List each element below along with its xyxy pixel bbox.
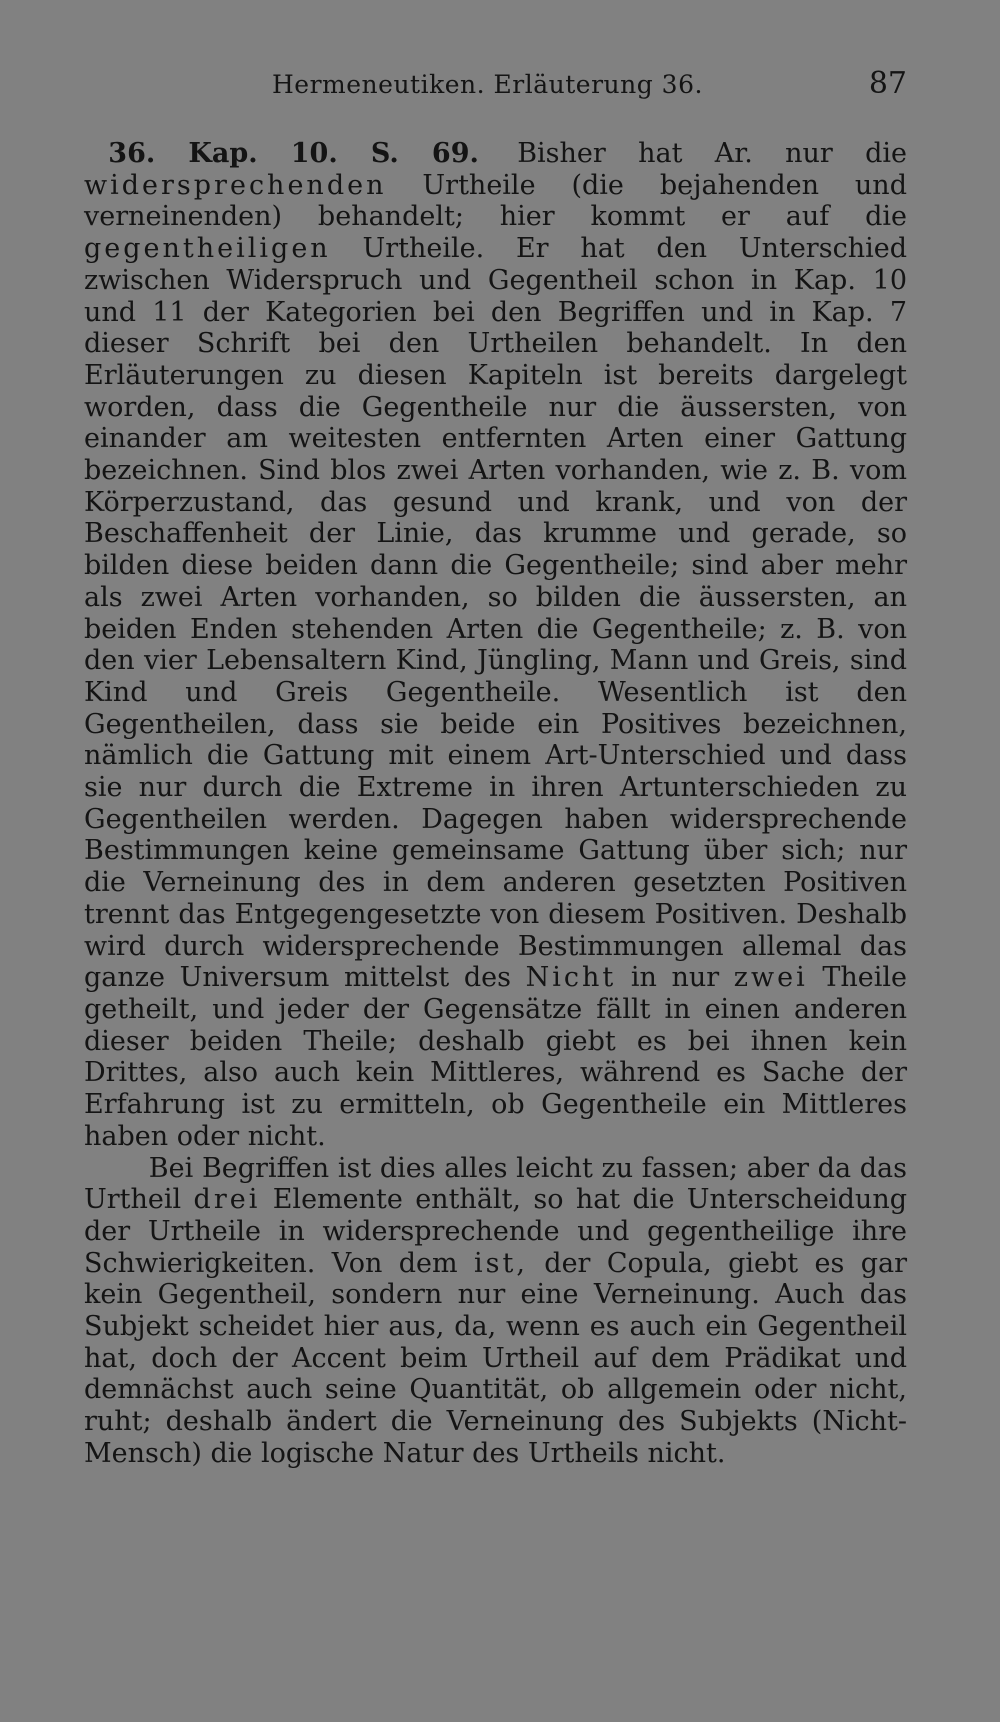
paragraph-1-text-4: in nur [630, 962, 720, 994]
section-reference: 36. Kap. 10. S. 69. [108, 138, 479, 169]
paragraph-1-text-1: Bisher hat Ar. nur die [517, 138, 907, 169]
paragraph-2-text-2: Elemente enthält, so hat die Unterscheidung der Urtheile in widersprechende und gegentheilige ihre Schwierigkeiten. Von dem [84, 1184, 907, 1279]
paragraph-1-text-5: Theile getheilt, und jeder der Gegensätze fällt in einen anderen dieser beiden Theile; deshalb giebt es bei ihnen kein Drittes, also auch kein Mittleres, während es Sache der Erfahrung ist zu ermitteln, ob Gegentheile ein Mittleres haben oder nicht. [84, 962, 907, 1152]
page-header [84, 66, 907, 110]
paragraph-1-text-3: Urtheile. Er hat den Unterschied zwischen Widerspruch und Gegentheil schon in Kap. 10 und 11 der Kategorien bei den Begriffen und in Kap. 7 dieser Schrift bei den Urtheilen behandelt. In den Erläuterungen zu diesen Kapiteln ist bereits dargelegt worden, dass die Gegentheile nur die äussersten, von einander am weitesten entfernten Arten einer Gattung bezeichnen. Sind blos zwei Arten vorhanden, wie z. B. vom Körperzustand, das gesund und krank, und von der Beschaffenheit der Linie, das krumme und gerade, so bilden diese beiden dann die Gegentheile; sind aber mehr als zwei Arten vorhanden, so bilden die äussersten, an beiden Enden stehenden Arten die Gegentheile; z. B. von den vier Lebensaltern Kind, Jüngling, Mann und Greis, sind Kind und Greis Gegentheile. Wesentlich ist den Gegentheilen, dass sie beide ein Positives bezeichnen, nämlich die Gattung mit einem Art-Unterschied und dass sie nur durch die Extreme in ihren Artunterschieden zu Gegentheilen werden. Dagegen haben widersprechende Bestimmungen keine gemeinsame Gattung über sich; nur die Verneinung des in dem anderen gesetzten Positiven trennt das Entgegengesetzte von diesem Positiven. Deshalb wird durch widersprechende Bestimmungen allemal das ganze Universum mittelst des [84, 233, 907, 994]
book-page [84, 66, 907, 1470]
running-head: Hermeneutiken. Erläuterung 36. [272, 70, 703, 99]
paragraph-2-text-1: Bei Begriffen ist dies alles leicht zu fassen; aber da das Urtheil [84, 1152, 907, 1216]
emphasis-drei: drei [193, 1184, 261, 1216]
body-text [84, 138, 907, 1470]
page-number: 87 [868, 66, 907, 101]
emphasis-widersprechenden: widersprechenden [84, 169, 387, 201]
paragraph-2-text-3: der Copula, giebt es gar kein Gegentheil, sondern nur eine Verneinung. Auch das Subjekt scheidet hier aus, da, wenn es auch ein Gegentheil hat, doch der Accent beim Urtheil auf dem Prädikat und demnächst auch seine Quantität, ob allgemein oder nicht, ruht; deshalb ändert die Verneinung des Subjekts (Nicht-Mensch) die logische Natur des Urtheils nicht. [84, 1247, 907, 1469]
emphasis-nicht: Nicht [525, 962, 617, 994]
emphasis-gegentheiligen: gegentheiligen [84, 233, 331, 265]
paragraph-1-text-2: Urtheile (die bejahenden und verneinenden) behandelt; hier kommt er auf die [84, 169, 907, 233]
paragraph-2 [84, 1153, 907, 1470]
emphasis-zwei: zwei [733, 962, 808, 994]
paragraph-1 [84, 138, 907, 1153]
emphasis-ist: ist, [473, 1247, 528, 1279]
